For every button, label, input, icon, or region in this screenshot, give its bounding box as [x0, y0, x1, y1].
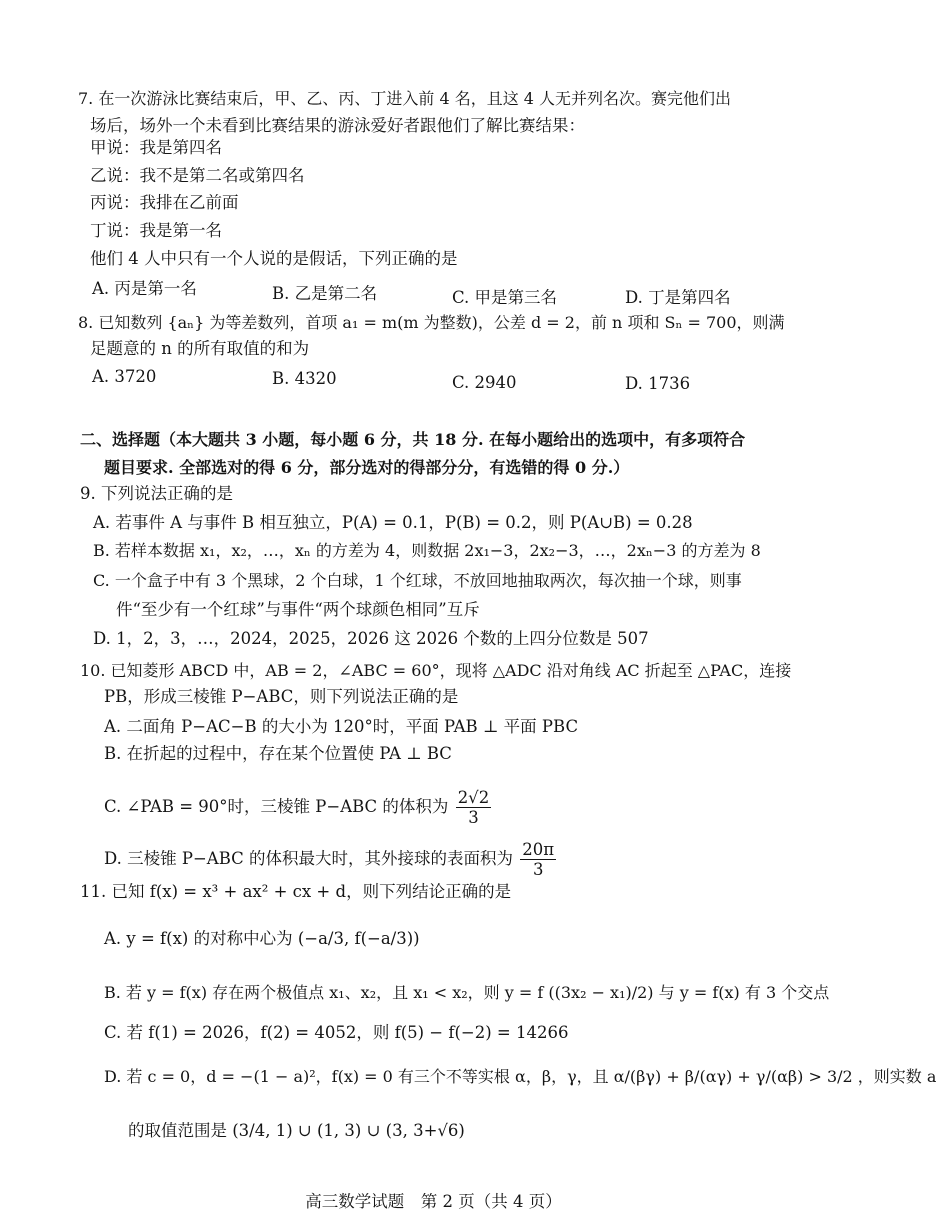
q7-statement-ding: 丁说：我是第一名 — [90, 221, 222, 240]
q11-option-b-tail: 与 y = f(x) 有 3 个交点 — [658, 983, 830, 1002]
q11-stem: 11. 已知 f(x) = x³ + ax² + cx + d，则下列结论正确的是 — [80, 882, 512, 901]
q11-option-b-math: ((3x₂ − x₁)/2) — [548, 983, 654, 1002]
q10-option-d-text: D. 三棱锥 P−ABC 的体积最大时，其外接球的表面积为 — [104, 849, 514, 868]
q10-line1: 10. 已知菱形 ABCD 中，AB = 2，∠ABC = 60°，现将 △ADC 沿对角线 AC 折起至 △PAC，连接 — [80, 661, 792, 680]
q9-option-a: A. 若事件 A 与事件 B 相互独立，P(A) = 0.1，P(B) = 0.2，则 P(A∪B) = 0.28 — [93, 513, 693, 532]
q7-line1: 7. 在一次游泳比赛结束后，甲、乙、丙、丁进入前 4 名，且这 4 人无并列名次。赛完他们出 — [78, 89, 732, 108]
q10-option-d-fraction — [520, 840, 556, 879]
q8-option-c: C. 2940 — [452, 373, 517, 392]
q8-line1: 8. 已知数列 {aₙ} 为等差数列，首项 a₁ = m(m 为整数)，公差 d = 2，前 n 项和 Sₙ = 700，则满 — [78, 313, 785, 332]
q7-line2: 场后，场外一个未看到比赛结果的游泳爱好者跟他们了解比赛结果： — [90, 116, 585, 135]
q10-option-c-fraction — [456, 788, 492, 827]
q7-option-c: C. 甲是第三名 — [452, 288, 558, 307]
q10-option-c-denominator: 3 — [468, 808, 479, 827]
q9-option-c-line2: 件“至少有一个红球”与事件“两个球颜色相同”互斥 — [116, 600, 480, 619]
q9-option-d: D. 1，2，3，…，2024，2025，2026 这 2026 个数的上四分位数是 507 — [93, 629, 649, 648]
q9-stem: 9. 下列说法正确的是 — [80, 484, 233, 503]
q11-option-d-text: D. 若 c = 0，d = −(1 − a)²，f(x) = 0 有三个不等实根 α，β，γ，且 — [104, 1067, 609, 1086]
q11-option-d-range: (3/4, 1) ∪ (1, 3) ∪ (3, 3+√6) — [232, 1121, 465, 1140]
q7-statement-jia: 甲说：我是第四名 — [90, 138, 222, 157]
q10-option-c-numerator: 2√2 — [457, 788, 490, 807]
q10-option-d-denominator: 3 — [532, 860, 544, 879]
q8-option-d: D. 1736 — [625, 374, 691, 393]
q11-option-d-line2 — [128, 1120, 465, 1142]
q11-option-d-math: α/(βγ) + β/(αγ) + γ/(αβ) > 3/2 — [613, 1067, 853, 1086]
section-heading-line2: 题目要求. 全部选对的得 6 分，部分选对的得部分分，有选错的得 0 分.） — [104, 458, 630, 477]
q10-option-c-text: C. ∠PAB = 90°时，三棱锥 P−ABC 的体积为 — [104, 797, 449, 816]
q11-option-d-line1 — [104, 1066, 936, 1088]
q11-option-a-text: A. y = f(x) 的对称中心为 — [104, 929, 293, 948]
q11-option-c: C. 若 f(1) = 2026，f(2) = 4052，则 f(5) − f(−2) = 14266 — [104, 1023, 569, 1042]
q10-line2: PB，形成三棱锥 P−ABC，则下列说法正确的是 — [104, 687, 459, 706]
q11-option-b — [104, 982, 829, 1004]
q7-option-d: D. 丁是第四名 — [625, 288, 731, 307]
q10-option-a: A. 二面角 P−AC−B 的大小为 120°时，平面 PAB ⊥ 平面 PBC — [104, 717, 579, 736]
q8-option-a: A. 3720 — [92, 367, 157, 386]
page-footer: 高三数学试题 第 2 页（共 4 页） — [305, 1192, 562, 1211]
q7-option-a: A. 丙是第一名 — [92, 279, 197, 298]
q9-option-c-line1: C. 一个盒子中有 3 个黑球，2 个白球，1 个红球，不放回地抽取两次，每次抽一个球，则事 — [93, 571, 742, 590]
section-heading-line1: 二、选择题（本大题共 3 小题，每小题 6 分，共 18 分. 在每小题给出的选项中，有多项符合 — [80, 430, 746, 449]
q11-option-d-tail: ，则实数 a — [857, 1067, 936, 1086]
q11-option-b-text: B. 若 y = f(x) 存在两个极值点 x₁、x₂，且 x₁ < x₂，则 y = f — [104, 983, 544, 1002]
q11-option-a-math: (−a/3, f(−a/3)) — [297, 929, 420, 948]
q7-option-b: B. 乙是第二名 — [272, 284, 378, 303]
q7-prompt: 他们 4 人中只有一个人说的是假话，下列正确的是 — [90, 249, 458, 268]
q10-option-b: B. 在折起的过程中，存在某个位置使 PA ⊥ BC — [104, 744, 452, 763]
q8-line2: 足题意的 n 的所有取值的和为 — [90, 339, 310, 358]
q11-option-a — [104, 928, 420, 950]
q11-option-d-range-label: 的取值范围是 — [128, 1121, 227, 1140]
q8-option-b: B. 4320 — [272, 369, 337, 388]
q7-statement-bing: 丙说：我排在乙前面 — [90, 193, 239, 212]
q10-option-c — [104, 788, 491, 827]
q9-option-b: B. 若样本数据 x₁，x₂，…，xₙ 的方差为 4，则数据 2x₁−3，2x₂−3，…，2xₙ−3 的方差为 8 — [93, 541, 761, 560]
q10-option-d-numerator: 20π — [522, 840, 555, 859]
q10-option-d — [104, 840, 556, 879]
q7-statement-yi: 乙说：我不是第二名或第四名 — [90, 166, 305, 185]
